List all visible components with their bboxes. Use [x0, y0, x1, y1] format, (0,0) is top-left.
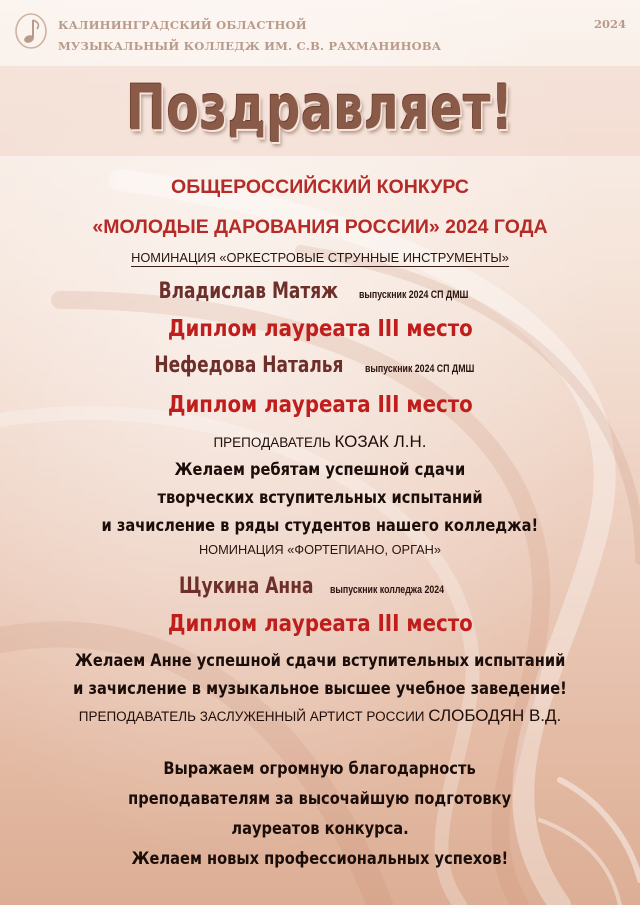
contest-line-2: «МОЛОДЫЕ ДАРОВАНИЯ РОССИИ» 2024 ГОДА: [92, 216, 548, 238]
year-label: 2024: [593, 17, 626, 31]
contest-line-1: ОБЩЕРОССИЙСКИЙ КОНКУРС: [171, 176, 469, 198]
teacher-1-name: КОЗАК Л.Н.: [334, 432, 427, 451]
wish-1-line-2: творческих вступительных испытаний: [157, 488, 483, 508]
laureate-3: [0, 570, 640, 607]
laureate-1: [0, 275, 640, 312]
closing-line-2: преподавателям за высочайшую подготовку: [128, 789, 512, 809]
wish-2-line-2: и зачисление в музыкальное высшее учебное заведение!: [73, 679, 567, 699]
college-logo-icon: [14, 12, 48, 50]
closing-line-1: Выражаем огромную благодарность: [163, 759, 477, 779]
laureate-1-note: выпускник 2024 СП ДМШ: [359, 289, 469, 301]
page-title: Поздравляет!: [126, 71, 514, 144]
laureate-3-note: выпускник колледжа 2024: [329, 584, 444, 596]
laureate-2-name: Нефедова Наталья: [154, 353, 344, 378]
college-name-line-2: МУЗЫКАЛЬНЫЙ КОЛЛЕДЖ ИМ. С.В. РАХМАНИНОВА: [58, 39, 442, 53]
college-name: [58, 15, 441, 57]
wish-1-line-3: и зачисление в ряды студентов нашего колледжа!: [101, 516, 539, 536]
laureate-2-award: Диплом лауреата III место: [167, 392, 473, 418]
header: [14, 12, 626, 56]
wish-2-line-1: Желаем Анне успешной сдачи вступительных испытаний: [74, 651, 566, 671]
laureate-3-name: Щукина Анна: [178, 574, 313, 599]
laureate-2-note: выпускник 2024 СП ДМШ: [364, 363, 474, 375]
teacher-1: [0, 431, 640, 454]
teacher-2-prefix: ПРЕПОДАВАТЕЛЬ ЗАСЛУЖЕННЫЙ АРТИСТ РОССИИ: [78, 709, 425, 724]
laureate-1-award: Диплом лауреата III место: [167, 316, 473, 342]
laureate-3-award: Диплом лауреата III место: [167, 611, 473, 637]
wish-1-line-1: Желаем ребятам успешной сдачи: [174, 460, 466, 480]
teacher-1-prefix: ПРЕПОДАВАТЕЛЬ: [213, 435, 331, 450]
teacher-2: [0, 705, 640, 728]
nomination-1-label: НОМИНАЦИЯ «ОРКЕСТРОВЫЕ СТРУННЫЕ ИНСТРУМЕНТЫ»: [131, 250, 509, 265]
closing-line-4: Желаем новых профессиональных успехов!: [131, 849, 509, 869]
laureate-2: [0, 348, 640, 387]
nomination-2-label: НОМИНАЦИЯ «ФОРТЕПИАНО, ОРГАН»: [198, 542, 442, 557]
teacher-2-name: СЛОБОДЯН В.Д.: [428, 706, 562, 725]
closing-line-3: лауреатов конкурса.: [231, 819, 409, 839]
college-name-line-1: КАЛИНИНГРАДСКИЙ ОБЛАСТНОЙ: [58, 18, 307, 32]
main-content: [0, 170, 640, 874]
laureate-1-name: Владислав Матяж: [158, 279, 339, 304]
